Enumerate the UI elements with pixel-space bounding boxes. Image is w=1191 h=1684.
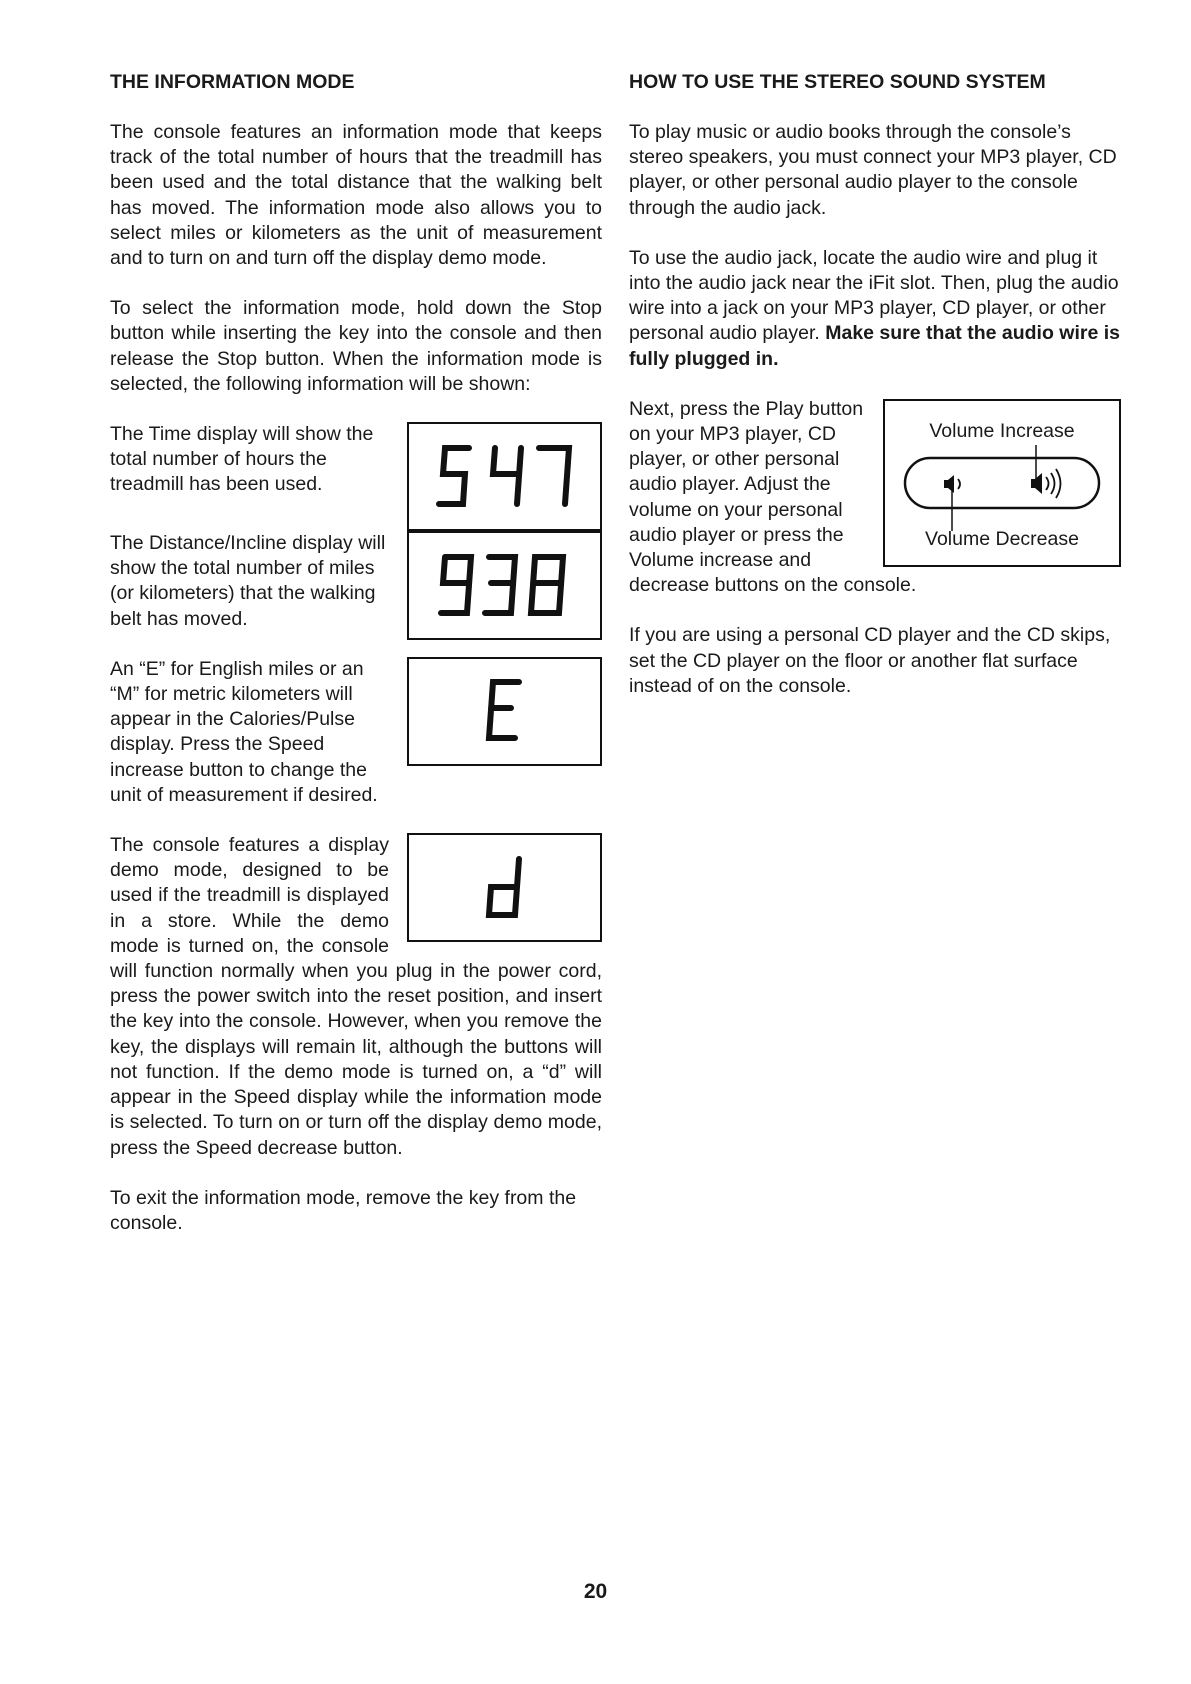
- units-display-item: [110, 657, 602, 808]
- units-display-text: An “E” for English miles or an “M” for metric kilometers will appear in the Calories/Pulse display. Press the Speed increase button to change the unit of measurement if desired.: [110, 657, 378, 806]
- volume-instructions: Next, press the Play button on your MP3 player, CD player, or other personal audio player. Adjust the volume on your personal audio player or press the Volume increase and decrease buttons on the console.: [629, 397, 917, 597]
- volume-down-icon: [944, 475, 960, 493]
- volume-decrease-label: Volume Decrease: [925, 527, 1079, 550]
- lcd-digits-938: [435, 551, 575, 621]
- exit-information-mode: To exit the information mode, remove the key from the console.: [110, 1186, 577, 1234]
- audio-wire-warning: Make sure that the audio wire is fully plugged in.: [629, 322, 1120, 370]
- audio-jack-instructions: [629, 246, 1121, 372]
- time-display-text: The Time display will show the total number of hours the treadmill has been used.: [110, 423, 374, 496]
- demo-mode-text: The console features a display demo mode, designed to be used if the treadmill is displayed in a store. While the demo mode is turned on, the console will function normally when you plug in the power cord, press the power switch into the reset position, and insert the key into the console. However, when you remove the key, the displays will remain lit, although the buttons will not function. If the demo mode is turned on, a “d” will appear in the Speed display while the information mode is selected. To turn on or turn off the display demo mode, press the Speed decrease button.: [110, 834, 602, 1159]
- volume-increase-label: Volume Increase: [929, 419, 1075, 442]
- volume-diagram: [883, 399, 1121, 567]
- cd-skip-tip: If you are using a personal CD player and the CD skips, set the CD player on the floor or another flat surface instead of on the console.: [629, 624, 1111, 697]
- stereo-sound-heading: HOW TO USE THE STEREO SOUND SYSTEM: [629, 71, 1046, 93]
- right-column: [629, 70, 1121, 724]
- information-mode-select: To select the information mode, hold down the Stop button while inserting the key into the console and then release the Stop button. When the information mode is selected, the following information will be shown:: [110, 297, 602, 395]
- distance-display-text: The Distance/Incline display will show the total number of miles (or kilometers) that the walking belt has moved.: [110, 532, 386, 630]
- units-lcd-display: [407, 657, 602, 766]
- distance-display-item: [110, 531, 602, 632]
- demo-mode-item: [110, 833, 602, 1161]
- lcd-digits-547: [435, 442, 575, 512]
- left-column: [110, 70, 602, 1261]
- audio-jack-text: To use the audio jack, locate the audio wire and plug it into the audio jack near the iFit slot. Then, plug the audio wire into a jack on your MP3 player, CD player, or other personal audio player.: [629, 246, 1119, 345]
- time-display-item: [110, 422, 602, 498]
- page-number: 20: [583, 1580, 608, 1603]
- information-mode-heading: THE INFORMATION MODE: [110, 71, 355, 93]
- time-lcd-display: [407, 422, 602, 531]
- lcd-digit-e: [475, 676, 535, 746]
- demo-lcd-display: [407, 833, 602, 942]
- lcd-digit-d: [475, 853, 535, 923]
- stereo-intro: To play music or audio books through the console’s stereo speakers, you must connect your MP3 player, CD player, or other personal audio player to the console through the audio jack.: [629, 121, 1117, 219]
- volume-section: [629, 397, 1121, 599]
- information-mode-intro: The console features an information mode that keeps track of the total number of hours that the treadmill has been used and the total distance that the walking belt has moved. The information mode also allows you to select miles or kilometers as the unit of measurement and to turn on and turn off the display demo mode.: [110, 121, 602, 270]
- distance-lcd-display: [407, 531, 602, 640]
